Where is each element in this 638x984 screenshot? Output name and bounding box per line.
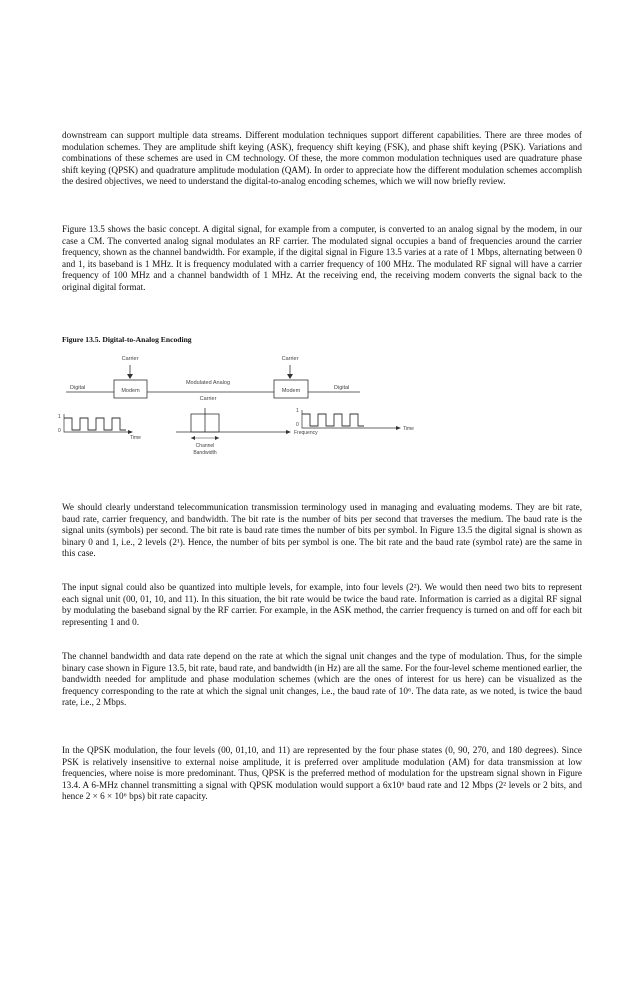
bandwidth-arrow-left <box>191 436 195 440</box>
figure-caption: Figure 13.5. Digital-to-Analog Encoding <box>62 335 192 344</box>
frequency-arrowhead <box>286 430 291 434</box>
bandwidth-arrow-right <box>215 436 219 440</box>
paragraph-bandwidth: The channel bandwidth and data rate depend on the rate at which the signal unit changes and the type of modulation. Thus, for the simple binary case shown in Figure 13.5, bit rate, baud rate, and bandwidth (in Hz) are all the same. For the four-level scheme mentioned earlier, the bandwidth needed for amplitude and phase modulation schemes (which are the ones of interest for us here) can be visualized as the frequency corresponding to the rate at which the signal unit changes, i.e., the baud rate of 10⁶. The data rate, as we noted, is twice the baud rate, i.e., 2 Mbps. <box>62 651 582 708</box>
right-level-zero: 0 <box>296 422 299 428</box>
digital-to-analog-figure <box>58 352 478 470</box>
left-square-wave <box>64 418 126 430</box>
carrier-right-label: Carrier <box>281 356 299 362</box>
left-level-zero: 0 <box>58 428 61 434</box>
digital-left-label: Digital <box>70 385 86 391</box>
left-level-one: 1 <box>58 414 61 420</box>
modulated-carrier-label: Carrier <box>199 396 217 402</box>
modulated-analog-label: Modulated Analog <box>185 380 231 386</box>
carrier-left-arrowhead <box>127 374 133 379</box>
right-wave-axes <box>302 410 396 428</box>
paragraph-basic-concept: Figure 13.5 shows the basic concept. A digital signal, for example from a computer, is converted to an analog signal by the modem, in our case a CM. The converted analog signal modulates an RF carrier. The modulated signal occupies a band of frequencies around the carrier frequency, shown as the channel bandwidth. For example, if the digital signal in Figure 13.5 varies at a rate of 1 Mbps, alternating between 0 and 1, its baseband is 1 MHz. It is frequency modulated with a carrier frequency of 100 MHz. The modulated RF signal will have a carrier frequency of 100 MHz and a channel bandwidth of 1 MHz. At the receiving end, the receiving modem converts the signal back to the original digital format. <box>62 224 582 292</box>
right-time-arrowhead <box>396 426 401 430</box>
right-level-one: 1 <box>296 408 299 414</box>
carrier-right-arrowhead <box>287 374 293 379</box>
modem-left-label: Modem <box>121 388 140 394</box>
left-time-arrowhead <box>128 430 133 434</box>
channel-label: Channel <box>195 443 215 449</box>
time-right-label: Time <box>403 426 414 432</box>
carrier-left-label: Carrier <box>121 356 139 362</box>
modem-right-label: Modem <box>281 388 301 394</box>
paragraph-qpsk: In the QPSK modulation, the four levels (00, 01,10, and 11) are represented by the four phase states (0, 90, 270, and 180 degrees). Since PSK is relatively insensitive to external noise amplitude, it is preferred over amplitude modulation (AM) for data transmission at low frequencies, where noise is more predominant. Thus, QPSK is the preferred method of modulation for the upstream signal shown in Figure 13.4. A 6-MHz channel transmitting a signal with QPSK modulation would support a 6x10⁶ baud rate and 12 Mbps (2² levels or 2 bits, and hence 2 × 6 × 10⁶ bps) bit rate capacity. <box>62 745 582 802</box>
time-left-label: Time <box>130 435 141 441</box>
paragraph-quantization: The input signal could also be quantized into multiple levels, for example, into four levels (2²). We would then need two bits to represent each signal unit (00, 01, 10, and 11). In this situation, the bit rate would be twice the baud rate. Information is carried as a digital RF signal by modulating the baseband signal by the RF carrier. For example, in the ASK method, the carrier frequency is turned on and off for each bit representing 1 and 0. <box>62 582 582 627</box>
digital-right-label: Digital <box>334 385 350 391</box>
paragraph-modulation-intro: downstream can support multiple data streams. Different modulation techniques support different capabilities. There are three modes of modulation schemes. They are amplitude shift keying (ASK), frequency shift keying (FSK), and phase shift keying (PSK). Variations and combinations of these schemes are used in CM technology. Of these, the more common modulation techniques used are quadrature phase shift keying (QPSK) and quadrature amplitude modulation (QAM). In order to appreciate how the different modulation schemes accomplish the desired objectives, we need to understand the digital-to-analog encoding schemes, which we will now briefly review. <box>62 130 582 187</box>
right-square-wave <box>302 414 364 426</box>
frequency-label: Frequency <box>294 430 318 436</box>
bandwidth-label: Bandwidth <box>193 450 217 456</box>
paragraph-terminology: We should clearly understand telecommunication transmission terminology used in managing and evaluating modems. They are bit rate, baud rate, carrier frequency, and bandwidth. The bit rate is the number of bits per second that traverses the medium. The baud rate is the signal units (symbols) per second. The bit rate is baud rate times the number of bits per symbol. In Figure 13.5 the digital signal is shown as binary 0 and 1, i.e., 2 levels (2¹). Hence, the number of bits per symbol is one. The bit rate and the baud rate (symbol rate) are the same in this case. <box>62 502 582 559</box>
